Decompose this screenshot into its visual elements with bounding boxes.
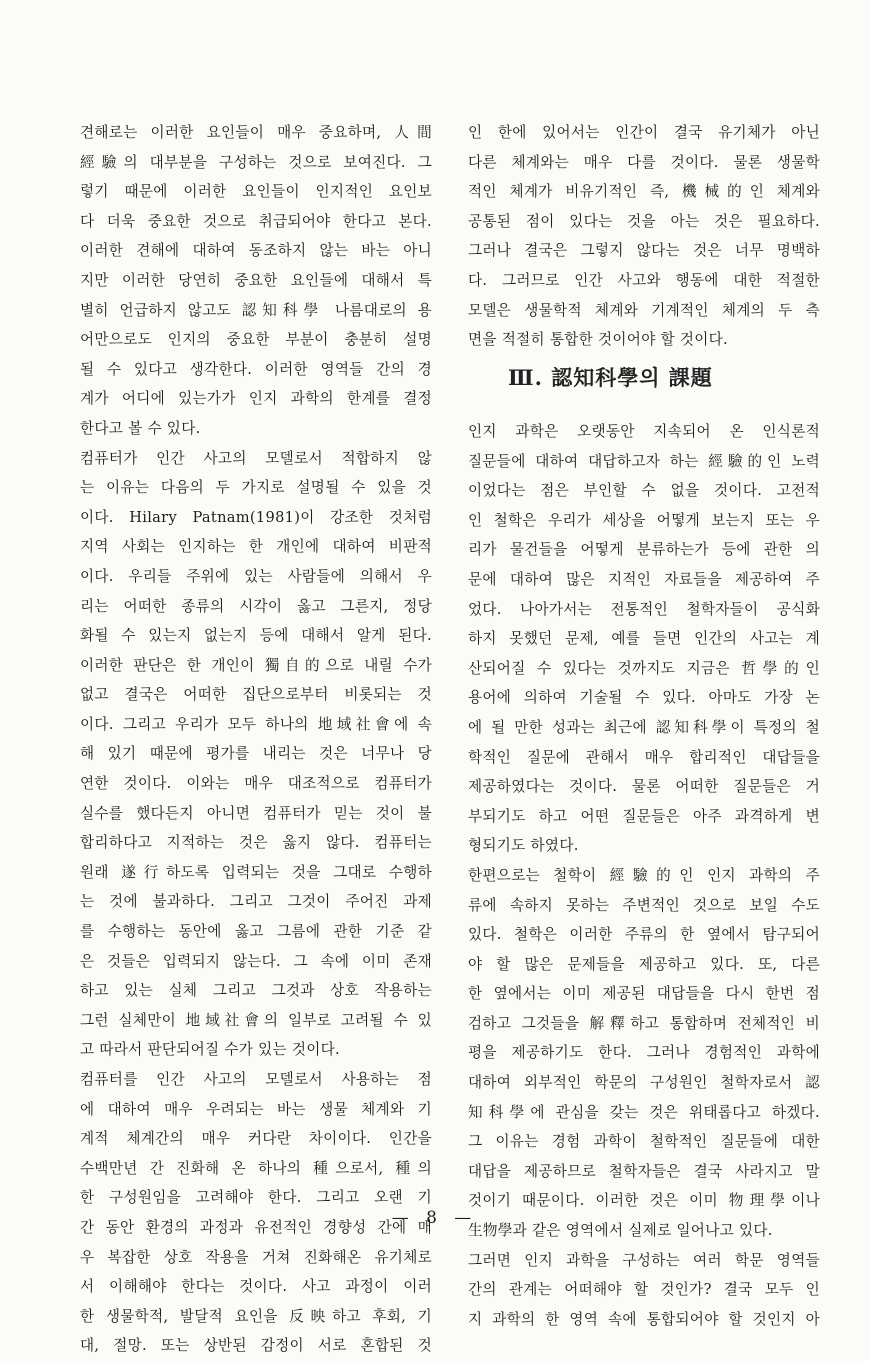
text-line: 화될 수 있는지 없는지 등에 대해서 알게 된다. [80, 627, 432, 645]
text-line: 수백만년 간 진화해 온 하나의 種으로서, 種의 [80, 1159, 432, 1177]
text-line: 평을 제공하기도 한다. 그러나 경험적인 과학에 [468, 1044, 820, 1062]
text-line: 에 될 만한 성과는 최근에 認知科學이 특정의 철 [468, 718, 820, 736]
text-line: 지만 이러한 당연히 중요한 요인들에 대해서 특 [80, 271, 432, 289]
text-line: 이다. 그리고 우리가 모두 하나의 地域社會에 속 [80, 715, 432, 733]
text-line: 리는 어떠한 종류의 시각이 옳고 그른지, 정당 [80, 597, 432, 615]
text-line: 知科學에 관심을 갖는 것은 위태롭다고 하겠다. [468, 1103, 820, 1121]
text-line: 해 있기 때문에 평가를 내리는 것은 너무나 당 [80, 745, 432, 763]
text-line: 다른 체계와는 매우 다를 것이다. 물론 생물학 [468, 153, 820, 171]
text-line: 계가 어디에 있는가가 인지 과학의 한계를 결정 [80, 390, 432, 408]
text-line: 대답을 제공하므로 철학자들은 결국 사라지고 말 [468, 1162, 820, 1180]
text-line: 간의 관계는 어떠해야 할 것인가? 결국 모두 인 [468, 1281, 820, 1299]
text-line: 인지 과학은 오랫동안 지속되어 온 인식론적 [468, 423, 820, 440]
text-line: 다 더욱 중요한 것으로 취급되어야 한다고 본다. [80, 212, 432, 230]
text-line: 하지 못했던 문제, 예를 들면 인간의 사고는 계 [468, 630, 820, 648]
text-line: 컴퓨터가 인간 사고의 모델로서 적합하지 않 [80, 449, 432, 467]
text-line: 모델은 생물학적 체계와 기계적인 체계의 두 측 [468, 301, 820, 319]
text-line: 는 것에 불과하다. 그리고 그것이 주어진 과제 [80, 893, 432, 911]
text-line: 연한 것이다. 이와는 매우 대조적으로 컴퓨터가 [80, 775, 432, 793]
text-line: 서 이해해야 한다는 것이다. 사고 과정이 이러 [80, 1278, 432, 1296]
text-line: 었다. 나아가서는 전통적인 철학자들이 공식화 [468, 600, 820, 618]
text-line: 렇기 때문에 이러한 요인들이 인지적인 요인보 [80, 183, 432, 201]
text-line: 그러나 결국은 그렇지 않다는 것은 너무 명백하 [468, 242, 820, 260]
text-line: 문에 대하여 많은 지적인 자료들을 제공하여 주 [468, 570, 820, 588]
text-line: 검하고 그것들을 解釋하고 통합하며 전체적인 비 [468, 1014, 820, 1032]
text-line: 학적인 질문에 관해서 매우 합리적인 대답들을 [468, 748, 820, 766]
text-line: 어만으로도 인지의 중요한 부분이 충분히 설명 [80, 331, 432, 349]
text-line: 그 이유는 경험 과학이 철학적인 질문들에 대한 [468, 1133, 820, 1151]
text-line: 한 옆에서는 이미 제공된 대답들을 다시 한번 점 [468, 985, 820, 1003]
text-line: 이다. Hilary Patnam(1981)이 강조한 것처럼 [80, 508, 432, 526]
text-line: 이다. 우리들 주위에 있는 사람들에 의해서 우 [80, 567, 432, 585]
text-line: 인 철학은 우리가 세상을 어떻게 보는지 또는 우 [468, 511, 820, 529]
page-number: — 8 — [391, 1208, 478, 1228]
text-line: 이러한 판단은 한 개인이 獨自的으로 내릴 수가 [80, 656, 432, 674]
text-line: 그런 실체만이 地域社會의 일부로 고려될 수 있 [80, 1011, 432, 1029]
text-line: 적인 체계가 비유기적인 즉, 機械的인 체계와 [468, 183, 820, 201]
text-line: 공통된 점이 있다는 것을 아는 것은 필요하다. [468, 212, 820, 230]
text-line: 고 따라서 판단되어질 수가 있는 것이다. [80, 1041, 340, 1059]
text-line: 원래 遂行하도록 입력되는 것을 그대로 수행하 [80, 863, 432, 881]
left-column [80, 118, 432, 1361]
text-line: 될 수 있다고 생각한다. 이러한 영역들 간의 경 [80, 360, 432, 378]
text-line: 부되기도 하고 어떤 질문들은 아주 과격하게 변 [468, 807, 820, 825]
text-line: 용어에 의하여 기술될 수 있다. 아마도 가장 논 [468, 689, 820, 707]
text-line: 산되어질 수 있다는 것까지도 지금은 哲學的인 [468, 659, 820, 677]
text-line: 간 동안 환경의 과정과 유전적인 경향성 간에 매 [80, 1218, 432, 1236]
text-line: 지 과학의 한 영역 속에 통합되어야 할 것인지 아 [468, 1310, 820, 1328]
text-line: 별히 언급하지 않고도 認知科學 나름대로의 용 [80, 301, 432, 319]
text-line: 經驗의 대부분을 구성하는 것으로 보여진다. 그 [80, 153, 432, 171]
text-line: 는 이유는 다음의 두 가지로 설명될 수 있을 것 [80, 479, 432, 497]
text-line: 한편으로는 철학이 經驗的인 인지 과학의 주 [468, 866, 820, 884]
text-line: 있다. 철학은 이러한 주류의 한 옆에서 탐구되어 [468, 926, 820, 944]
text-line: 면을 적절히 통합한 것이어야 할 것이다. [468, 331, 728, 349]
text-line: 한 생물학적, 발달적 요인을 反映하고 후회, 기 [80, 1307, 432, 1325]
text-line: 질문들에 대하여 대답하고자 하는 經驗的인 노력 [468, 452, 820, 470]
text-line: 이었다는 점은 부인할 수 없을 것이다. 고전적 [468, 482, 820, 500]
text-line: 제공하였다는 것이다. 물론 어떠한 질문들은 거 [468, 778, 820, 796]
section-heading: Ⅲ. 認知科學의 課題 [508, 365, 713, 390]
text-line: 류에 속하지 못하는 주변적인 것으로 보일 수도 [468, 896, 820, 914]
text-line: 다. 그러므로 인간 사고와 행동에 대한 적절한 [468, 271, 820, 289]
text-line: 야 할 많은 문제들을 제공하고 있다. 또, 다른 [468, 955, 820, 973]
text-line: 것이기 때문이다. 이러한 것은 이미 物理學이나 [468, 1192, 820, 1210]
text-line: 한다고 볼 수 있다. [80, 419, 201, 437]
text-line: 이러한 견해에 대하여 동조하지 않는 바는 아니 [80, 242, 432, 260]
text-line: 生物學과 같은 영역에서 실제로 일어나고 있다. [468, 1222, 773, 1240]
text-line: 하고 있는 실체 그리고 그것과 상호 작용하는 [80, 982, 432, 1000]
text-line: 컴퓨터를 인간 사고의 모델로서 사용하는 점 [80, 1071, 432, 1088]
text-line: 그러면 인지 과학을 구성하는 여러 학문 영역들 [468, 1251, 820, 1269]
text-line: 리가 물건들을 어떻게 분류하는가 등에 관한 의 [468, 541, 820, 559]
right-column-body [468, 417, 820, 1334]
text-line: 계적 체계간의 매우 커다란 차이이다. 인간을 [80, 1130, 432, 1148]
text-line: 우 복잡한 상호 작용을 거쳐 진화해온 유기체로 [80, 1248, 432, 1266]
text-line: 없고 결국은 어떠한 집단으로부터 비롯되는 것 [80, 686, 432, 704]
text-line: 실수를 했다든지 아니면 컴퓨터가 믿는 것이 불 [80, 804, 432, 822]
text-line: 대하여 외부적인 학문의 구성원인 철학자로서 認 [468, 1074, 820, 1092]
text-line: 에 대하여 매우 우려되는 바는 생물 체계와 기 [80, 1100, 432, 1118]
text-line: 견해로는 이러한 요인들이 매우 중요하며, 人間 [80, 124, 432, 141]
right-column-top [468, 118, 820, 355]
text-line: 대, 절망. 또는 상반된 감정이 서로 혼합된 것 [80, 1337, 432, 1355]
text-line: 인 한에 있어서는 인간이 결국 유기체가 아닌 [468, 124, 820, 141]
text-line: 지역 사회는 인지하는 한 개인에 대하여 비판적 [80, 538, 432, 556]
text-line: 한 구성원임을 고려해야 한다. 그리고 오랜 기 [80, 1189, 432, 1207]
text-line: 은 것들은 입력되지 않는다. 그 속에 이미 존재 [80, 952, 432, 970]
text-line: 합리하다고 지적하는 것은 옳지 않다. 컴퓨터는 [80, 834, 432, 852]
text-line: 를 수행하는 동안에 옳고 그름에 관한 기준 같 [80, 923, 432, 941]
text-line: 형되기도 하였다. [468, 837, 579, 855]
